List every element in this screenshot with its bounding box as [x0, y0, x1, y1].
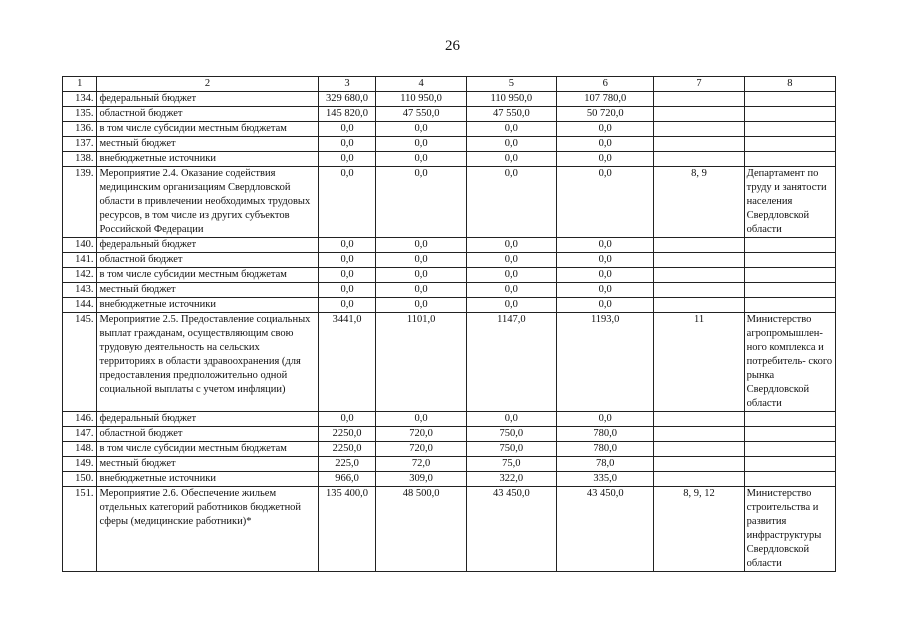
responsible-executor [744, 107, 835, 122]
year-3-value: 107 780,0 [557, 92, 654, 107]
year-1-value: 720,0 [376, 427, 466, 442]
row-number: 141. [63, 253, 97, 268]
year-2-value: 0,0 [466, 238, 556, 253]
table-row [63, 442, 836, 457]
year-3-value: 780,0 [557, 427, 654, 442]
row-number: 140. [63, 238, 97, 253]
responsible-executor [744, 442, 835, 457]
row-number: 145. [63, 313, 97, 412]
item-name: областной бюджет [97, 253, 318, 268]
column-header: 7 [654, 77, 744, 92]
item-name: Мероприятие 2.5. Предоставление социальных выплат гражданам, осуществляющим свою трудовую деятельность на сельских территориях в области здравоохранения (для предоставления предположительно одной социальной выплаты с учетом инфляции) [97, 313, 318, 412]
year-1-value: 0,0 [376, 152, 466, 167]
target-indicators [654, 122, 744, 137]
table-row [63, 107, 836, 122]
row-number: 146. [63, 412, 97, 427]
row-number: 134. [63, 92, 97, 107]
item-name: федеральный бюджет [97, 238, 318, 253]
table-row [63, 137, 836, 152]
total-value: 0,0 [318, 412, 376, 427]
item-name: областной бюджет [97, 107, 318, 122]
item-name: Мероприятие 2.4. Оказание содействия медицинским организациям Свердловской области в привлечении необходимых трудовых ресурсов, в том числе из других субъектов Российской Федерации [97, 167, 318, 238]
item-name: внебюджетные источники [97, 298, 318, 313]
target-indicators [654, 472, 744, 487]
page-number: 26 [445, 38, 460, 54]
target-indicators [654, 238, 744, 253]
responsible-executor [744, 268, 835, 283]
responsible-executor [744, 472, 835, 487]
year-2-value: 0,0 [466, 167, 556, 238]
column-header: 5 [466, 77, 556, 92]
item-name: местный бюджет [97, 137, 318, 152]
table-row [63, 457, 836, 472]
item-name: в том числе субсидии местным бюджетам [97, 268, 318, 283]
row-number: 135. [63, 107, 97, 122]
total-value: 0,0 [318, 137, 376, 152]
responsible-executor [744, 457, 835, 472]
year-3-value: 1193,0 [557, 313, 654, 412]
row-number: 136. [63, 122, 97, 137]
table-row [63, 152, 836, 167]
column-header: 3 [318, 77, 376, 92]
responsible-executor: Министерство агропромышлен- ного комплекса и потребитель- ского рынка Свердловской области [744, 313, 835, 412]
table-row [63, 472, 836, 487]
table-row [63, 427, 836, 442]
item-name: областной бюджет [97, 427, 318, 442]
table-body [63, 77, 836, 572]
year-1-value: 1101,0 [376, 313, 466, 412]
total-value: 0,0 [318, 238, 376, 253]
year-2-value: 0,0 [466, 152, 556, 167]
total-value: 0,0 [318, 253, 376, 268]
item-name: внебюджетные источники [97, 152, 318, 167]
item-name: в том числе субсидии местным бюджетам [97, 442, 318, 457]
target-indicators [654, 268, 744, 283]
total-value: 2250,0 [318, 427, 376, 442]
row-number: 150. [63, 472, 97, 487]
table-row [63, 92, 836, 107]
year-1-value: 0,0 [376, 122, 466, 137]
year-3-value: 0,0 [557, 152, 654, 167]
total-value: 0,0 [318, 167, 376, 238]
year-3-value: 0,0 [557, 268, 654, 283]
year-2-value: 1147,0 [466, 313, 556, 412]
responsible-executor [744, 122, 835, 137]
year-2-value: 0,0 [466, 253, 556, 268]
column-header: 6 [557, 77, 654, 92]
year-1-value: 0,0 [376, 412, 466, 427]
year-2-value: 0,0 [466, 298, 556, 313]
year-1-value: 48 500,0 [376, 487, 466, 572]
total-value: 966,0 [318, 472, 376, 487]
year-2-value: 43 450,0 [466, 487, 556, 572]
table-row [63, 122, 836, 137]
target-indicators [654, 442, 744, 457]
total-value: 3441,0 [318, 313, 376, 412]
year-2-value: 47 550,0 [466, 107, 556, 122]
year-1-value: 0,0 [376, 167, 466, 238]
total-value: 145 820,0 [318, 107, 376, 122]
total-value: 329 680,0 [318, 92, 376, 107]
column-header: 2 [97, 77, 318, 92]
column-header: 4 [376, 77, 466, 92]
year-3-value: 0,0 [557, 412, 654, 427]
table-row [63, 298, 836, 313]
table-row [63, 283, 836, 298]
year-2-value: 0,0 [466, 412, 556, 427]
total-value: 0,0 [318, 268, 376, 283]
item-name: в том числе субсидии местным бюджетам [97, 122, 318, 137]
row-number: 151. [63, 487, 97, 572]
row-number: 147. [63, 427, 97, 442]
table-row [63, 167, 836, 238]
row-number: 142. [63, 268, 97, 283]
year-1-value: 0,0 [376, 253, 466, 268]
total-value: 0,0 [318, 283, 376, 298]
year-1-value: 0,0 [376, 283, 466, 298]
year-3-value: 0,0 [557, 298, 654, 313]
year-1-value: 47 550,0 [376, 107, 466, 122]
item-name: федеральный бюджет [97, 412, 318, 427]
target-indicators: 8, 9 [654, 167, 744, 238]
year-2-value: 750,0 [466, 442, 556, 457]
responsible-executor: Департамент по труду и занятости населения Свердловской области [744, 167, 835, 238]
responsible-executor [744, 253, 835, 268]
responsible-executor [744, 92, 835, 107]
year-2-value: 0,0 [466, 283, 556, 298]
target-indicators [654, 283, 744, 298]
year-3-value: 0,0 [557, 283, 654, 298]
target-indicators: 8, 9, 12 [654, 487, 744, 572]
table-row [63, 238, 836, 253]
total-value: 0,0 [318, 298, 376, 313]
year-3-value: 0,0 [557, 137, 654, 152]
target-indicators [654, 92, 744, 107]
target-indicators [654, 427, 744, 442]
row-number: 138. [63, 152, 97, 167]
row-number: 148. [63, 442, 97, 457]
responsible-executor [744, 152, 835, 167]
year-2-value: 0,0 [466, 268, 556, 283]
responsible-executor [744, 298, 835, 313]
item-name: федеральный бюджет [97, 92, 318, 107]
row-number: 149. [63, 457, 97, 472]
total-value: 2250,0 [318, 442, 376, 457]
target-indicators [654, 298, 744, 313]
year-2-value: 110 950,0 [466, 92, 556, 107]
column-number-row [63, 77, 836, 92]
total-value: 225,0 [318, 457, 376, 472]
year-2-value: 0,0 [466, 122, 556, 137]
year-1-value: 0,0 [376, 238, 466, 253]
year-3-value: 335,0 [557, 472, 654, 487]
target-indicators [654, 253, 744, 268]
item-name: местный бюджет [97, 283, 318, 298]
year-2-value: 0,0 [466, 137, 556, 152]
year-3-value: 780,0 [557, 442, 654, 457]
target-indicators: 11 [654, 313, 744, 412]
year-3-value: 43 450,0 [557, 487, 654, 572]
item-name: местный бюджет [97, 457, 318, 472]
responsible-executor [744, 137, 835, 152]
table-row [63, 253, 836, 268]
item-name: внебюджетные источники [97, 472, 318, 487]
responsible-executor [744, 412, 835, 427]
table-row [63, 412, 836, 427]
year-3-value: 0,0 [557, 122, 654, 137]
responsible-executor: Министерство строительства и развития инфраструктуры Свердловской области [744, 487, 835, 572]
year-1-value: 309,0 [376, 472, 466, 487]
year-1-value: 0,0 [376, 298, 466, 313]
row-number: 144. [63, 298, 97, 313]
year-1-value: 110 950,0 [376, 92, 466, 107]
table-row [63, 313, 836, 412]
column-header: 8 [744, 77, 835, 92]
table-row [63, 268, 836, 283]
target-indicators [654, 137, 744, 152]
year-1-value: 720,0 [376, 442, 466, 457]
target-indicators [654, 457, 744, 472]
target-indicators [654, 107, 744, 122]
year-3-value: 78,0 [557, 457, 654, 472]
total-value: 0,0 [318, 122, 376, 137]
year-3-value: 50 720,0 [557, 107, 654, 122]
year-1-value: 0,0 [376, 268, 466, 283]
total-value: 0,0 [318, 152, 376, 167]
year-2-value: 322,0 [466, 472, 556, 487]
year-2-value: 75,0 [466, 457, 556, 472]
column-header: 1 [63, 77, 97, 92]
target-indicators [654, 412, 744, 427]
target-indicators [654, 152, 744, 167]
year-3-value: 0,0 [557, 238, 654, 253]
responsible-executor [744, 283, 835, 298]
responsible-executor [744, 427, 835, 442]
responsible-executor [744, 238, 835, 253]
budget-table [62, 76, 836, 572]
total-value: 135 400,0 [318, 487, 376, 572]
year-1-value: 72,0 [376, 457, 466, 472]
year-3-value: 0,0 [557, 253, 654, 268]
row-number: 139. [63, 167, 97, 238]
table-row [63, 487, 836, 572]
year-2-value: 750,0 [466, 427, 556, 442]
item-name: Мероприятие 2.6. Обеспечение жильем отдельных категорий работников бюджетной сферы (медицинские работники)* [97, 487, 318, 572]
year-1-value: 0,0 [376, 137, 466, 152]
row-number: 143. [63, 283, 97, 298]
row-number: 137. [63, 137, 97, 152]
year-3-value: 0,0 [557, 167, 654, 238]
